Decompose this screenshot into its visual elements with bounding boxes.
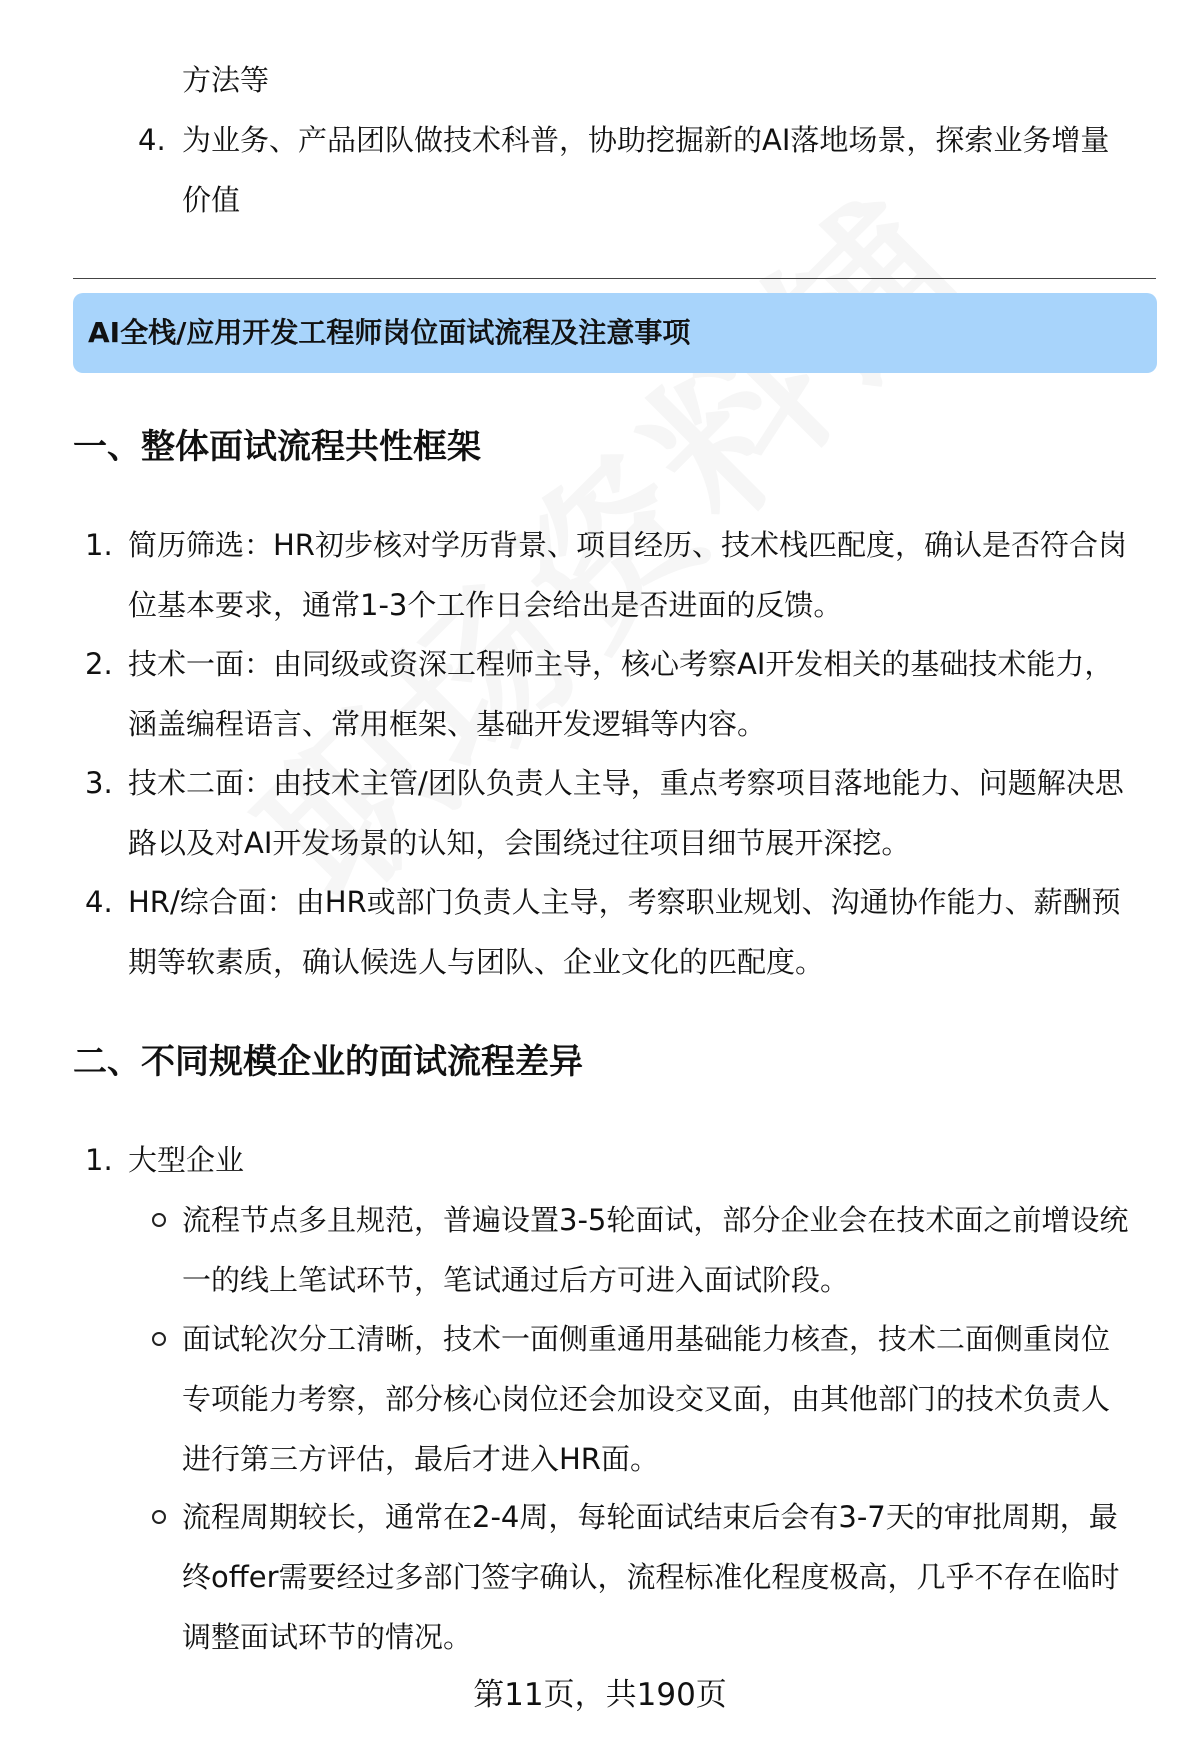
list-item-text: 流程节点多且规范，普遍设置3-5轮面试，部分企业会在技术面之前增设统: [182, 1203, 1129, 1237]
bullet-icon: [152, 1510, 166, 1524]
list-item-text: 调整面试环节的情况。: [182, 1620, 473, 1654]
list-number: 3.: [85, 766, 113, 800]
list-item-label: 大型企业: [128, 1143, 245, 1177]
list-item-text: 流程周期较长，通常在2-4周，每轮面试结束后会有3-7天的审批周期，最: [182, 1500, 1118, 1534]
section-heading: 一、整体面试流程共性框架: [73, 427, 481, 467]
list-item-text: 面试轮次分工清晰，技术一面侧重通用基础能力核查，技术二面侧重岗位: [182, 1322, 1111, 1356]
list-number: 1.: [85, 528, 113, 562]
list-item-text: 技术二面：由技术主管/团队负责人主导，重点考察项目落地能力、问题解决思: [128, 766, 1124, 800]
bullet-icon: [152, 1332, 166, 1346]
list-item-text: 专项能力考察，部分核心岗位还会加设交叉面，由其他部门的技术负责人: [182, 1382, 1111, 1416]
list-item-continuation: 方法等: [182, 63, 270, 97]
horizontal-divider: [73, 278, 1156, 279]
list-item-text: HR/综合面：由HR或部门负责人主导，考察职业规划、沟通协作能力、薪酬预: [128, 885, 1121, 919]
list-item-text: 为业务、产品团队做技术科普，协助挖掘新的AI落地场景，探索业务增量: [182, 123, 1110, 157]
list-item-text: 涵盖编程语言、常用框架、基础开发逻辑等内容。: [128, 707, 767, 741]
section-heading: 二、不同规模企业的面试流程差异: [73, 1042, 583, 1082]
list-item-text: 一的线上笔试环节，笔试通过后方可进入面试阶段。: [182, 1263, 850, 1297]
list-item-text: 价值: [182, 183, 241, 217]
list-item-text: 技术一面：由同级或资深工程师主导，核心考察AI开发相关的基础技术能力，: [128, 647, 1114, 681]
list-number: 4.: [85, 885, 113, 919]
list-item-text: 终offer需要经过多部门签字确认，流程标准化程度极高，几乎不存在临时: [182, 1560, 1120, 1594]
bullet-icon: [152, 1213, 166, 1227]
list-number: 4.: [138, 123, 166, 157]
section-banner: [73, 293, 1157, 373]
page-number: 第11页，共190页: [473, 1677, 727, 1713]
list-item-text: 位基本要求，通常1-3个工作日会给出是否进面的反馈。: [128, 588, 843, 622]
list-number: 1.: [85, 1143, 113, 1177]
list-item-text: 简历筛选：HR初步核对学历背景、项目经历、技术栈匹配度，确认是否符合岗: [128, 528, 1127, 562]
list-number: 2.: [85, 647, 113, 681]
list-item-text: 进行第三方评估，最后才进入HR面。: [182, 1442, 659, 1476]
list-item-text: 期等软素质，确认候选人与团队、企业文化的匹配度。: [128, 945, 825, 979]
list-item-text: 路以及对AI开发场景的认知，会围绕过往项目细节展开深挖。: [128, 826, 911, 860]
banner-title: AI全栈/应用开发工程师岗位面试流程及注意事项: [88, 316, 691, 349]
